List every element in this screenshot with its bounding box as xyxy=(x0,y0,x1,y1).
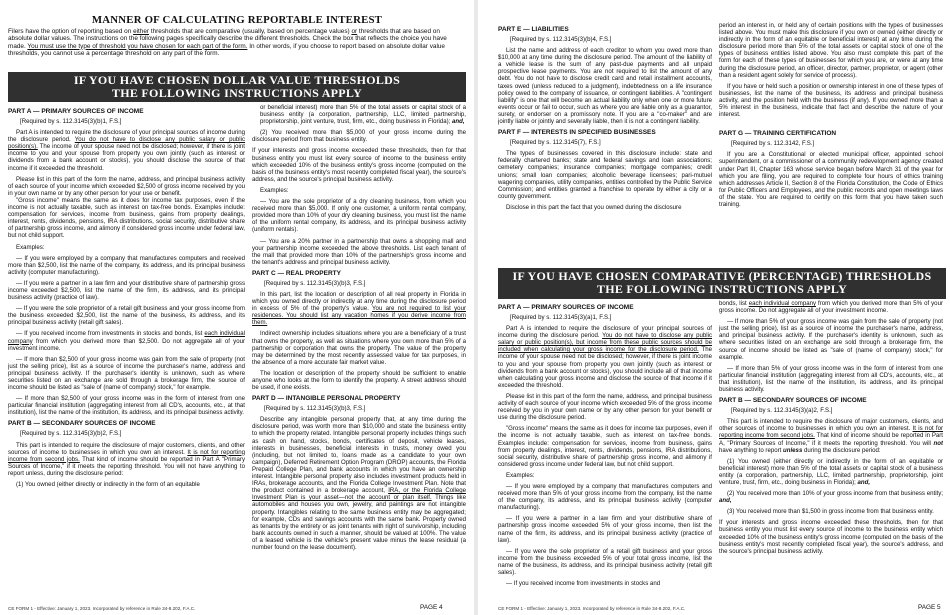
example-item: — If you were the sole proprietor of a retail gift business and your gross income from the business exceeded $2,500, list the name of the business, its address, and its principal business activity (retail gift sales). xyxy=(8,305,245,327)
example-item: — If more than 5% of your gross income was in the form of interest from one particular financial institution (aggregating interest from all CD's, accounts, etc., at that institution), list the name of the institution, its address, and its principal business activity. xyxy=(719,364,943,394)
bottom-right-column xyxy=(719,300,943,588)
part-g-paragraph: If you are a Constitutional or elected municipal officer, appointed school superintendent, or a commissioner of a community redevelopment agency created under Part III, Chapter 163 whose service began before March 31 of the year for which you are filing, you are required to complete four hours of ethics training which addresses Article II, Section 8 of the Florida Constitution, the Code of Ethics for Public Officers and Employees, and the public records and open meetings laws of the state. You are required to certify on this form that you have taken such training. xyxy=(719,151,943,208)
part-b-item-continued xyxy=(252,104,466,125)
example-item: — If you were a partner in a law firm and your distributive share of partnership gross income exceeded $2,500, list the name of the firm, its address, and its principal business activity (practice of law). xyxy=(8,279,245,302)
text: Part A is intended to require the disclosure of your principal sources of income during the disclosure period. xyxy=(8,129,245,144)
part-a-paragraph: Please list in this part of the form the name, address, and principal business activity of each source of your income which exceeded 5% of the gross income received by you in your own name or by any other person for your benefit or use during the disclosure period. xyxy=(498,392,712,422)
part-d-heading: PART D — INTANGIBLE PERSONAL PROPERTY xyxy=(252,395,401,403)
part-b-item xyxy=(719,458,943,486)
underlined-text: It is not for reporting income from second jobs. xyxy=(8,448,245,463)
text: or beneficial interest) more than 5% of the total assets or capital stock of a business entity (a corporation, partnership, LLC, limited partnership, proprietorship, joint venture, trust, firm, etc., doing business in Florida); xyxy=(260,104,466,126)
underlined-text: You do not have to disclose any public salary or public position(s). xyxy=(8,136,245,151)
page-4 xyxy=(0,0,474,615)
example-item: — If you were employed by a company that manufactures computers and received more than $2,500, list the name of the company, its address, and its principal business activity (computer manufacturing). xyxy=(8,254,245,276)
part-b-item: (1) You owned (either directly or indirectly in the form of an equitable xyxy=(16,481,200,489)
part-b-heading: PART B — SECONDARY SOURCES OF INCOME xyxy=(719,397,867,405)
underlined-text: You do not have to disclose any public salary or public position(s), but income from these public sources should be included when calculating your gross income for the disclosure period. xyxy=(498,332,712,354)
part-e-statute: [Required by s. 112.3145(3)(b)4, F.S.] xyxy=(510,36,612,43)
part-d-statute: [Required by s. 112.3145(3)(b)3, F.S.] xyxy=(264,405,366,413)
text: Things like automobiles and houses you own, jewelry, and paintings are not intangible property. Intangibles relating to the same business entity may be aggregated; for example, CDs and savings accounts with the same bank. Property owned as tenants by the entirety or as joint tenants with right of survivorship, including bank accounts owned in such a manner, should be valued at 100%. The value of a leased vehicle is the vehicle's present value minus the lease residual (a number found on the lease document). xyxy=(252,494,466,551)
part-a-paragraph: "Gross income" means the same as it does for income tax purposes, even if the income is not actually taxable, such as interest on tax-free bonds. Examples include: compensation for services, income from business, gains from property dealings, interest, rents, dividends, pensions, IRA distributions, social security, distributive share of partnership gross income, and alimony if considered gross income under federal law, but not child support. xyxy=(8,196,245,240)
part-a-statute: [Required by s. 112.3145(3)(a)1, F.S.] xyxy=(510,314,612,321)
part-f-paragraph: If you have or held such a position or ownership interest in one of these types of businesses, list the name of the business, its address and principal business activity, and the position held with the business (if any). If you owned more than a 5% interest in the business, indicate that fact and describe the nature of your interest. xyxy=(719,82,943,119)
example-item: — You are the sole proprietor of a dry cleaning business, from which you received more than $5,000. If only one customer, a uniform rental company, provided more than 10% of your dry cleaning business, you must list the name of the uniform rental company, its address, and its principal business activity (uniform rentals). xyxy=(252,198,466,234)
part-c-paragraph: Indirect ownership includes situations where you are a beneficiary of a trust that owns the property, as well as situations where you own more than 5% of a partnership or corporation that owns the property. The value of the property may be determined by the most recently assessed value for tax purposes, in the absence of a more accurate fair market value. xyxy=(252,330,466,366)
part-b-paragraph: If your interests and gross income exceeded these thresholds, then for that business entity you must list every source of income to the business entity which exceeded 10% of the business entity's gross income (computed on the basis of the business entity's most recently completed fiscal year), the source's address, and the source's principal business activity. xyxy=(252,147,466,183)
part-b-statute: [Required by s. 112.3145(3)(a)2, F.S.] xyxy=(731,407,833,415)
part-d-paragraph xyxy=(252,416,466,551)
part-f-paragraph: The types of businesses covered in this disclosure include: state and federally chartered banks; state and federal savings and loan associations; cemetery companies; insurance companies; mortgage companies; credit unions; small loan companies; alcoholic beverage licensees; pari-mutuel wagering companies, utility companies, entities controlled by the Public Service Commission; and entities granted a franchise to operate by either a city or a county government. xyxy=(498,150,712,200)
and-emphasis: and, xyxy=(857,478,871,486)
text: have anything to report xyxy=(719,446,784,454)
part-b-paragraph xyxy=(719,418,943,453)
banner-line: IF YOU HAVE CHOSEN COMPARATIVE (PERCENTAGE) THRESHOLDS xyxy=(512,269,932,283)
part-b-paragraph: If your interests and gross income exceeded these thresholds, then for that business entity you must list every source of income to the business entity which exceeded 10% of the business entity's gross income (computed on the basis of the business entity's most recently completed fiscal year), the source's address, and the source's principal business activity. xyxy=(719,519,943,555)
part-a-paragraph xyxy=(8,129,245,172)
part-b-paragraph xyxy=(8,442,245,477)
example-item xyxy=(8,330,245,351)
percentage-threshold-banner xyxy=(498,268,946,299)
text: from which you derived more than 5% of your gross income. Do not aggregate all of your investment income. xyxy=(719,300,943,315)
intro-paragraph xyxy=(8,28,464,58)
part-c-paragraph xyxy=(252,291,466,326)
text: That kind of income should be reported in Part A "Primary Sources of Income," if it meets the reporting threshold. You will not have anything to report unless, during the disclosure period: xyxy=(8,455,245,477)
right-column xyxy=(252,104,466,586)
form-footer: CE FORM 1 - Effective: January 1, 2023. Incorporated by reference in Rule 34-8.202, F.A.C. xyxy=(498,606,686,611)
text: (2) You received more than 10% of your gross income from that business entity; xyxy=(727,490,943,498)
text: from which you derived more than $2,500. Do not aggregate all of your investment income. xyxy=(8,337,245,352)
intro-or: or xyxy=(351,28,358,35)
form-footer: CE FORM 1 - Effective: January 1, 2023. Incorporated by reference in Rule 34-8.202, F.A.C. xyxy=(8,606,196,611)
page-number: PAGE 5 xyxy=(918,604,941,611)
part-g-heading: PART G — TRAINING CERTIFICATION xyxy=(719,130,837,138)
part-b-item xyxy=(719,490,943,504)
example-item: — If you were employed by a company that manufactures computers and received more than 5% of your gross income from the company, list the name of the company, its address, and its principal business activity (computer manufacturing). xyxy=(498,482,712,512)
text: The income of your spouse need not be disclosed; however, if there is joint income to you and your spouse from property you own jointly (such as interest or dividends from a bank account or stocks), you should disclose the source of that income if it exceeded the threshold. xyxy=(8,143,245,172)
part-a-paragraph xyxy=(498,325,712,389)
underlined-text: each individual company xyxy=(8,330,245,345)
part-a-statute: [Required by s. 112.3145(3)(b)1, F.S.] xyxy=(20,118,122,125)
part-b-item: (3) You received more than $1,500 in gross income from that business entity. xyxy=(727,508,934,516)
part-a-heading: PART A — PRIMARY SOURCES OF INCOME xyxy=(498,304,634,311)
part-c-paragraph: The location or description of the property should be sufficient to enable anyone who looks at the form to identify the property. A street address should be used, if one exists. xyxy=(252,369,466,392)
example-item: — If you received income from investments in stocks and xyxy=(506,580,661,588)
text: This part is intended to require the disclosure of major customers, clients, and other sources of income to businesses in which you own an interest. xyxy=(719,418,943,433)
text: (1) You owned (either directly or indirectly in the form of an equitable or beneficial interest) more than 5% of the total assets or capital stock of a business entity (a corporation, partnership, LLC, limited partnership, proprietorship, joint venture, trust, firm, etc., doing business in Florida); xyxy=(719,457,943,486)
part-b-item: (2) You received more than $5,000 of your gross income during the disclosure period from that business entity. xyxy=(252,129,466,144)
unless-emphasis: unless xyxy=(783,446,803,454)
intro-either: either xyxy=(133,28,150,35)
example-item: — If more than $2,500 of your gross income was in the form of interest from one particular financial institution (aggregating interest from all CD's, accounts, etc., at that institution), list the name of the institution, its address, and its principal business activity. xyxy=(8,395,245,417)
part-f-paragraph-continued: period an interest in, or held any of certain positions with the types of businesses listed above. You must make this disclosure if you own or owned (either directly or indirectly in the form of an equitable or beneficial interest) at any time during the disclosure period more than 5% of the total assets or capital stock of one of the types of business entities listed above. You also must complete this part of the form for each of these types of businesses for which you are, or were at any time during the disclosure period, an officer, director, partner, proprietor, or agent (other than a resident agent solely for service of process). xyxy=(719,22,943,79)
example-item: — If you were the sole proprietor of a retail gift business and your gross income from the business exceeded 5% of your total gross income, list the name of the business, its address, and its principal business activity (retail gift sales). xyxy=(498,547,712,576)
examples-label: Examples: xyxy=(506,471,535,479)
example-item: — If more than $2,500 of your gross income was gain from the sale of property (not just the selling price), list as a source of income the purchaser's name, address and principal business activity. If the purchaser's identity is unknown, such as where securities listed on an exchange are sold through a brokerage firm, the source of income should be listed as "sale of (name of company) stock," for example. xyxy=(8,355,245,392)
part-a-heading: PART A — PRIMARY SOURCES OF INCOME xyxy=(8,108,144,115)
text: Describe any intangible personal property that, at any time during the disclosure period, was worth more than $10,000 and state the business entity to which the property related. Intangible personal property includes things such as cash on hand, stocks, bonds, certificates of deposit, vehicle leases, interests in businesses, beneficial interests in trusts, money owed you (including, but not limited to, loans made as a candidate to your own campaign), Deferred Retirement Option Program (DROP) accounts, the Florida Prepaid College Plan, and bank accounts in which you have an ownership interest. Intangible personal property also includes investment products held in IRAs, brokerage accounts, and the Florida College Investment Plan. Note that the product contained in a brokerage account, xyxy=(252,416,466,495)
left-column xyxy=(8,104,245,586)
banner-line: THE FOLLOWING INSTRUCTIONS APPLY xyxy=(111,86,363,100)
not-emphasis: not xyxy=(933,439,943,447)
text: The income of your spouse need not be disclosed; however, if there is joint income to you and your spouse from property you own jointly (such as interest or dividends from a bank account or stocks), you should include all of that income when calculating your gross income and disclose the source of that income if it exceeded the threshold. xyxy=(498,346,712,389)
underlined-text: You are not required to list your residences. You should list any vacation homes if you derive income from them. xyxy=(252,305,466,327)
text: — If you received income from investments in stocks and bonds, list xyxy=(16,330,205,338)
part-e-heading: PART E — LIABILITIES xyxy=(498,26,569,33)
page-number: PAGE 4 xyxy=(420,604,443,611)
examples-label: Examples: xyxy=(16,243,45,251)
part-a-paragraph: Please list in this part of the form the name, address, and principal business activity of each source of your income which exceeded $2,500 of gross income received by you in your own name or by any other person for your use or benefit. xyxy=(8,175,245,197)
underlined-text: IRA, or the Florida College Investment Plan is your asset—not the account or plan itself. xyxy=(252,487,466,502)
and-emphasis: and, xyxy=(452,118,465,126)
part-a-paragraph: "Gross income" means the same as it does for income tax purposes, even if the income is not actually taxable, such as interest on tax-free bonds. Examples include: compensation for services, income from business, gains from property dealings, interest, rents, dividends, pensions, IRA distributions, social security, distributive share of partnership gross income, and alimony if considered gross income under federal law, but not child support. xyxy=(498,425,712,468)
intro-text: Filers have the option of reporting based on xyxy=(8,28,134,35)
example-item: — If you were a partner in a law firm and your distributive share of partnership gross income exceeded 5% of your gross income, then list the name of the firm, its address, and its principal business activity (practice of law). xyxy=(498,515,712,544)
examples-label: Examples: xyxy=(260,186,289,194)
part-f-statute: [Required by s. 112.3145(7), F.S.] xyxy=(510,139,601,147)
top-left-column xyxy=(498,22,712,252)
text: That kind of income should be reported in Part A, "Primary Sources of Income," if it meets the reporting threshold. You will xyxy=(719,432,943,447)
part-b-heading: PART B — SECONDARY SOURCES OF INCOME xyxy=(8,420,156,428)
part-e-paragraph: List the name and address of each creditor to whom you owed more than $10,000 at any time during the disclosure period. The amount of the liability of a vehicle lease is the sum of any past-due payments and all unpaid prospective lease payments. You are not required to list the amount of any debt. You do not have to disclose credit card and retail installment accounts, taxes owed (unless reduced to a judgment), indebtedness on a life insurance policy owed to the company of issuance, or contingent liabilities. A "contingent liability" is one that will become an actual liability only when one or more future events occur or fail to occur, such as where you are liable only as a guarantor, surety, or endorser on a promissory note. If you are a "co-maker" and are jointly liable or jointly and severally liable, then it is not a contingent liability. xyxy=(498,47,712,126)
dollar-threshold-banner xyxy=(8,72,466,102)
part-c-heading: PART C — REAL PROPERTY xyxy=(252,269,341,277)
intro-emphasis: You must use the type of threshold you have chosen for each part of the form. xyxy=(27,42,248,50)
page-title: MANNER OF CALCULATING REPORTABLE INTEREST xyxy=(91,14,383,26)
banner-line: IF YOU HAVE CHOSEN DOLLAR VALUE THRESHOLDS xyxy=(73,73,401,87)
example-item: — If more than 5% of your gross income was gain from the sale of property (not just the selling price), list as a source of income the purchaser's name, address, and principal business activity. If the purchaser's identity is unknown, such as where securities listed on an exchange are sold through a brokerage firm, the source of income should be listed as "sale of (name of company) stock," for example. xyxy=(719,318,943,361)
part-f-heading: PART F — INTERESTS IN SPECIFIED BUSINESSES xyxy=(498,129,656,137)
intro-text: thresholds that are based on absolute dollar values. The instructions on the following pages specifically describe the different thresholds. Check the box that reflects the choice you have made. xyxy=(8,28,447,50)
intro-text: In other words, if you choose to report based on absolute dollar value thresholds, you cannot use a percentage threshold on any part of the form. xyxy=(8,42,445,58)
text: This part is intended to require the disclosure of major customers, clients, and other sources of income to businesses in which you own an interest. xyxy=(8,441,245,456)
top-right-column xyxy=(719,22,943,252)
text: during the disclosure period: xyxy=(802,446,881,454)
underlined-text: each individual company xyxy=(748,300,817,307)
intro-text: thresholds that are comparative (usually, based on percentage values) xyxy=(149,28,352,35)
part-c-statute: [Required by s. 112.3145(3)(b)3, F.S.] xyxy=(264,279,366,287)
and-emphasis: and, xyxy=(719,497,732,505)
text: In this part, list the location or description of all real property in Florida in which you owned directly or indirectly at any time during the disclosure period in excess of 5% of the property's value. xyxy=(252,290,466,313)
part-g-statute: [Required by s. 112.3142, F.S.] xyxy=(731,140,815,148)
banner-line: THE FOLLOWING INSTRUCTIONS APPLY xyxy=(596,282,848,296)
example-item-continued xyxy=(719,300,943,314)
bottom-left-column xyxy=(498,300,712,588)
text: bonds, list xyxy=(719,300,749,307)
underlined-text: It is not for reporting income from second jobs. xyxy=(719,425,943,440)
part-f-paragraph: Disclose in this part the fact that you owned during the disclosure xyxy=(506,203,682,211)
example-item: — You are a 20% partner in a partnership that owns a shopping mall and your partnership income exceeded the above thresholds. List each tenant of the mall that provided more than 10% of the partnership's gross income and the tenant's address and principal business activity. xyxy=(252,237,466,266)
page-5 xyxy=(478,0,950,615)
part-b-statute: [Required by s. 112.3145(3)(b)2, F.S.] xyxy=(20,430,122,438)
text: Part A is intended to require the disclosure of your principal sources of income during the disclosure period. xyxy=(498,325,712,340)
